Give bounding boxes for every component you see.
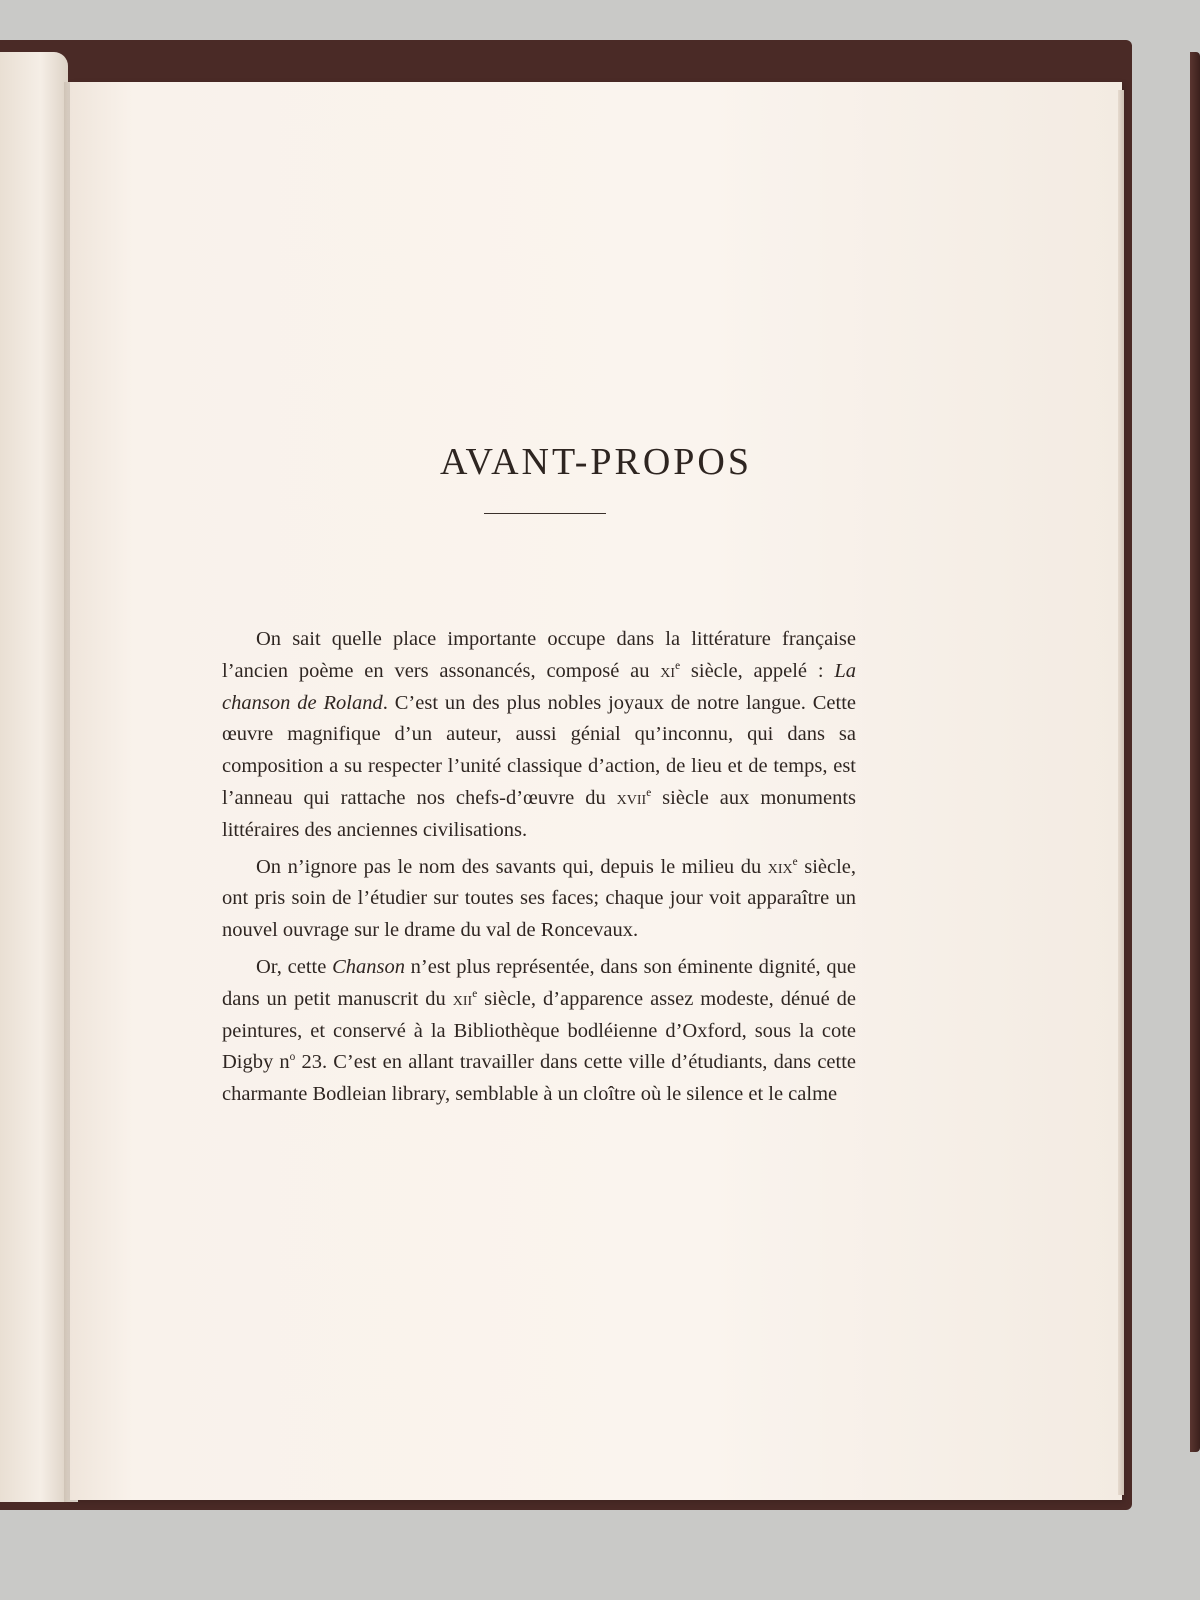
- paragraph: [222, 952, 856, 1111]
- paragraph: [222, 852, 856, 947]
- text-segment: siècle, appelé :: [680, 659, 835, 682]
- text-segment: 23. C’est en allant travailler dans cette ville d’étudiants, dans cette charmante Bodleian library, semblable à un cloître où le silence et le calme: [222, 1051, 857, 1106]
- text-segment: e: [472, 987, 478, 1000]
- text-segment: e: [792, 855, 798, 868]
- text-segment: Or, cette: [256, 955, 333, 978]
- page-title: AVANT-PROPOS: [440, 441, 752, 483]
- cover-edge: [1190, 52, 1200, 1452]
- text-segment: xi: [660, 660, 676, 682]
- page-edge: [1118, 90, 1124, 1495]
- text-segment: e: [675, 659, 681, 672]
- text-segment: On sait quelle place importante occupe dans la littérature française l’ancien poème en vers assonancés, composé au: [222, 628, 856, 682]
- text-segment: xii: [452, 988, 473, 1010]
- text-segment: siècle, d’apparence assez modeste, dénué de peintures, et conservé à la Bibliothèque bodléienne d’Oxford, sous la cote Digby n: [222, 987, 856, 1074]
- text-segment: n’est plus représentée, dans son éminente dignité, que dans un petit manuscrit du: [222, 955, 856, 1010]
- book-page: [70, 82, 1122, 1500]
- paragraph: [222, 624, 856, 847]
- text-segment: . C’est un des plus nobles joyaux de notre langue. Cette œuvre magnifique d’un auteur, aussi génial qu’inconnu, qui dans sa composition a su respecter l’unité classique d’action, de lieu et de temps, est l’anneau qui rattache nos chefs-d’œuvre du: [222, 691, 856, 809]
- text-segment: e: [646, 787, 652, 800]
- text-segment: On n’ignore pas le nom des savants qui, depuis le milieu du: [256, 855, 768, 878]
- text-segment: Chanson: [332, 955, 405, 978]
- text-segment: xvii: [616, 787, 647, 809]
- text-segment: o: [289, 1051, 296, 1064]
- text-segment: siècle, ont pris soin de l’étudier sur toutes ses faces; chaque jour voit apparaître un nouvel ouvrage sur le drame du val de Roncevaux.: [222, 855, 857, 942]
- text-segment: La chanson de Roland: [222, 659, 856, 714]
- text-segment: siècle aux monuments littéraires des anciennes civilisations.: [222, 786, 856, 841]
- previous-leaf: [0, 52, 68, 1502]
- text-segment: xix: [767, 856, 793, 878]
- title-rule: [484, 513, 606, 514]
- body-text: [222, 624, 856, 1116]
